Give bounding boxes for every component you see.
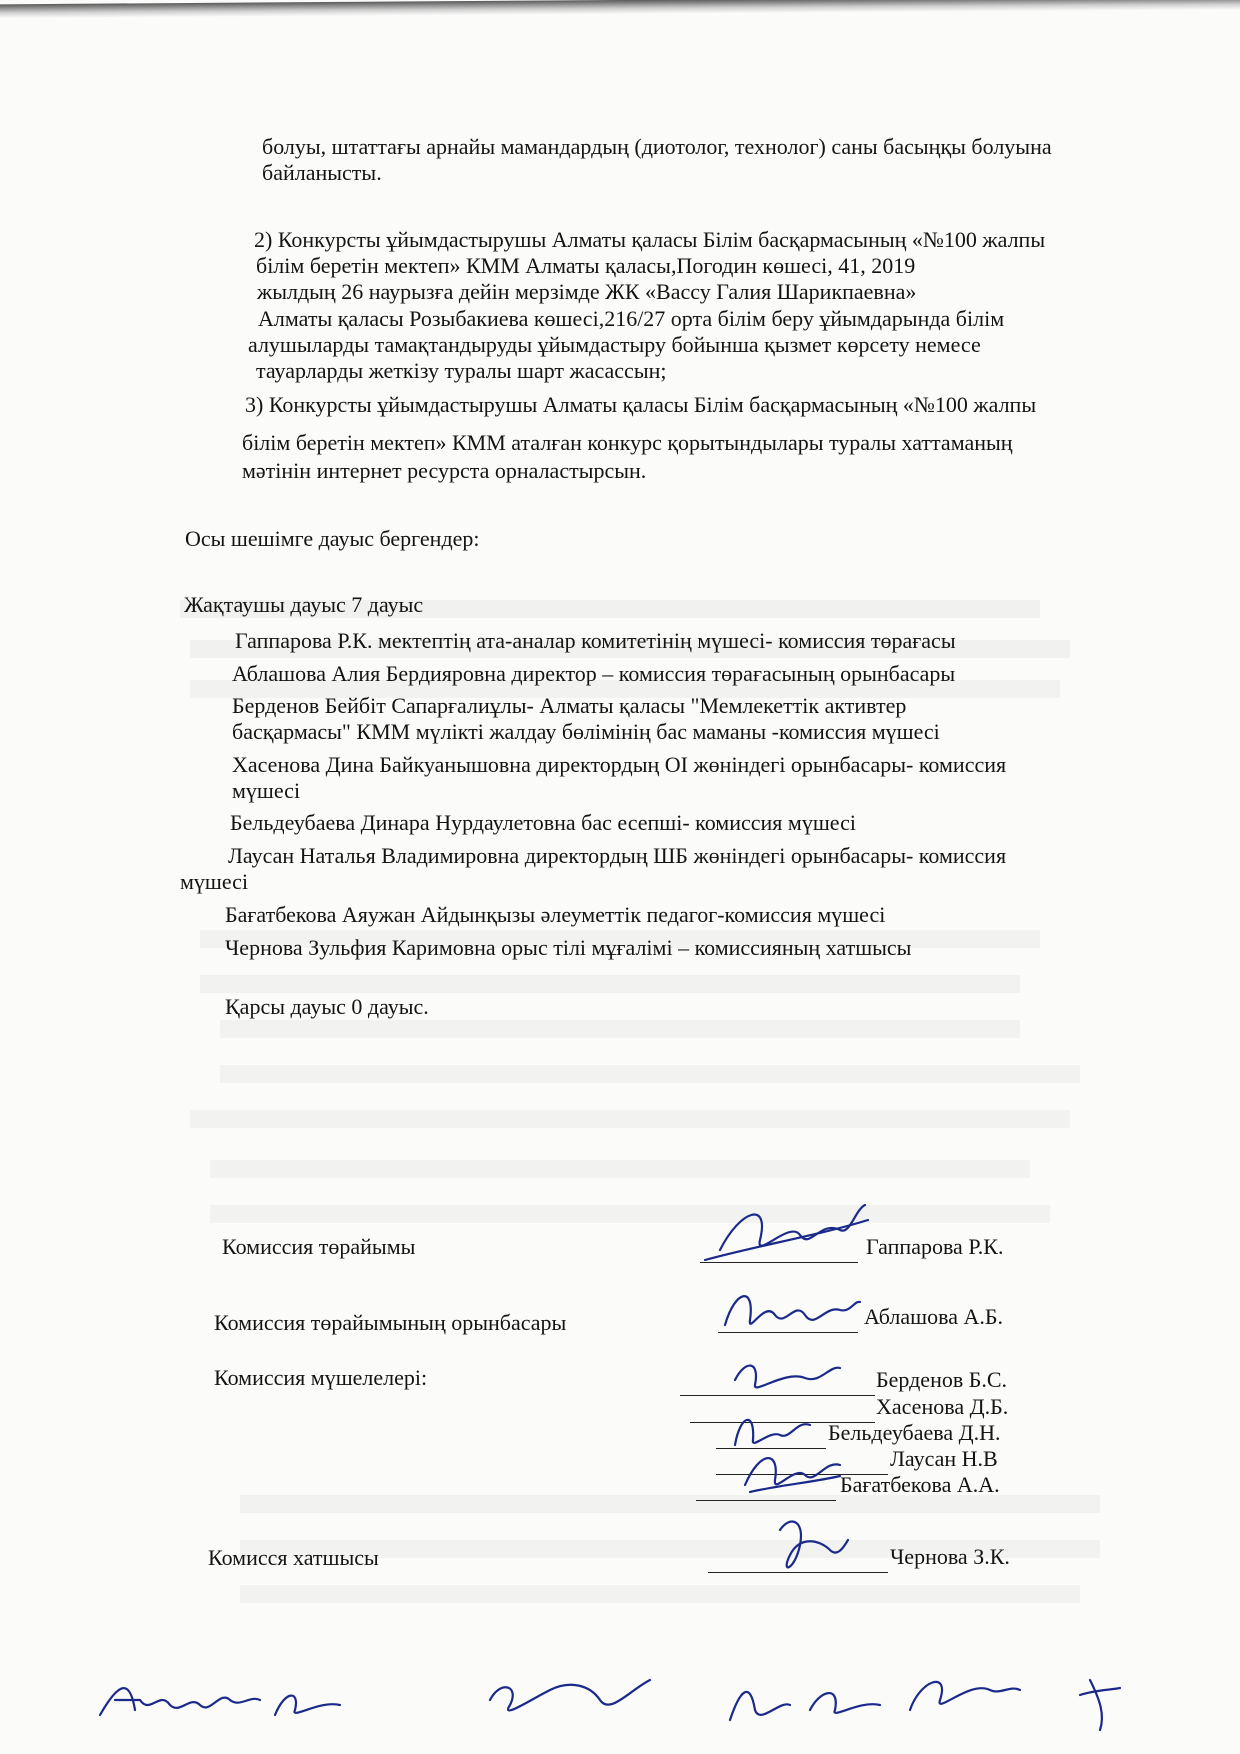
signature-name: Бельдеубаева Д.Н.: [828, 1420, 1001, 1445]
signature-name: Бағатбекова А.А.: [840, 1472, 1000, 1497]
body-line: Алматы қаласы Розыбакиева көшесі,216/27 орта білім беру ұйымдарында білім: [258, 306, 1005, 331]
signature-role-chair: Комиссия төрайымы: [222, 1234, 416, 1259]
member-line: басқармасы" КММ мүлікті жалдау бөлімінің бас маманы -комиссия мүшесі: [232, 719, 940, 744]
signature-line: [696, 1500, 836, 1501]
handwritten-signature: [700, 1190, 870, 1270]
body-line: тауарларды жеткізу туралы шарт жасассын;: [256, 358, 667, 383]
signature-role-secretary: Комисся хатшысы: [208, 1545, 379, 1570]
member-line: мүшесі: [232, 778, 301, 803]
signature-role-deputy: Комиссия төрайымының орынбасары: [214, 1310, 567, 1335]
handwritten-signature: [725, 1350, 845, 1400]
member-line: Бельдеубаева Динара Нурдаулетовна бас есепші- комиссия мүшесі: [230, 810, 856, 835]
signature-name: Аблашова А.Б.: [864, 1304, 1003, 1329]
body-line: білім беретін мектеп» КММ аталған конкурс қорытындылары туралы хаттаманың: [242, 430, 1013, 455]
body-line: 3) Конкурсты ұйымдастырушы Алматы қаласы Білім басқармасының «№100 жалпы: [245, 392, 1037, 417]
body-line: болуы, штаттағы арнайы мамандардың (диотолог, технолог) саны басыңқы болуына: [262, 134, 1052, 159]
handwritten-signature: [715, 1280, 865, 1340]
member-line: Бағатбекова Аяужан Айдынқызы әлеуметтік педагог-комиссия мүшесі: [225, 902, 886, 927]
body-line: білім беретін мектеп» КММ Алматы қаласы,Погодин көшесі, 41, 2019: [256, 253, 916, 278]
body-line: мәтінін интернет ресурста орналастырсын.: [242, 458, 647, 483]
signature-name: Хасенова Д.Б.: [876, 1394, 1009, 1419]
signature-name: Берденов Б.С.: [876, 1367, 1008, 1392]
votes-against: Қарсы дауыс 0 дауыс.: [225, 994, 429, 1019]
member-line: Чернова Зульфия Каримовна орыс тілі мұғалімі – комиссияның хатшысы: [225, 935, 912, 960]
body-line: алушыларды тамақтандыруды ұйымдастыру бойынша қызмет көрсету немесе: [248, 332, 981, 357]
signature-role-members: Комиссия мүшелелері:: [214, 1365, 428, 1390]
body-line: 2) Конкурсты ұйымдастырушы Алматы қаласы Білім басқармасының «№100 жалпы: [254, 227, 1046, 252]
body-line: жылдың 26 наурызға дейін мерзімде ЖК «Вассу Галия Шарикпаевна»: [257, 279, 917, 304]
handwritten-signature: [760, 1510, 850, 1580]
handwritten-signature: [735, 1440, 845, 1500]
member-line: Гаппарова Р.К. мектептің ата-аналар комитетінің мүшесі- комиссия төрағасы: [235, 628, 956, 653]
bottom-initials-signatures: [90, 1660, 1140, 1740]
signature-name: Лаусан Н.В: [890, 1446, 998, 1471]
signature-name: Гаппарова Р.К.: [866, 1234, 1004, 1259]
body-line: байланысты.: [262, 160, 382, 185]
votes-for: Жақтаушы дауыс 7 дауыс: [184, 592, 424, 617]
signature-name: Чернова З.К.: [890, 1544, 1010, 1569]
member-line: Аблашова Алия Бердияровна директор – комиссия төрағасының орынбасары: [232, 661, 956, 686]
member-line: мүшесі: [180, 869, 249, 894]
votes-heading: Осы шешімге дауыс бергендер:: [185, 526, 480, 551]
member-line: Лаусан Наталья Владимировна директордың ШБ жөніндегі орынбасары- комиссия: [228, 843, 1007, 868]
member-line: Хасенова Дина Байкуанышовна директордың ОІ жөніндегі орынбасары- комиссия: [232, 752, 1007, 777]
scan-top-edge: [0, 0, 1240, 18]
member-line: Берденов Бейбіт Сапарғалиұлы- Алматы қаласы "Мемлекеттік активтер: [232, 693, 907, 718]
